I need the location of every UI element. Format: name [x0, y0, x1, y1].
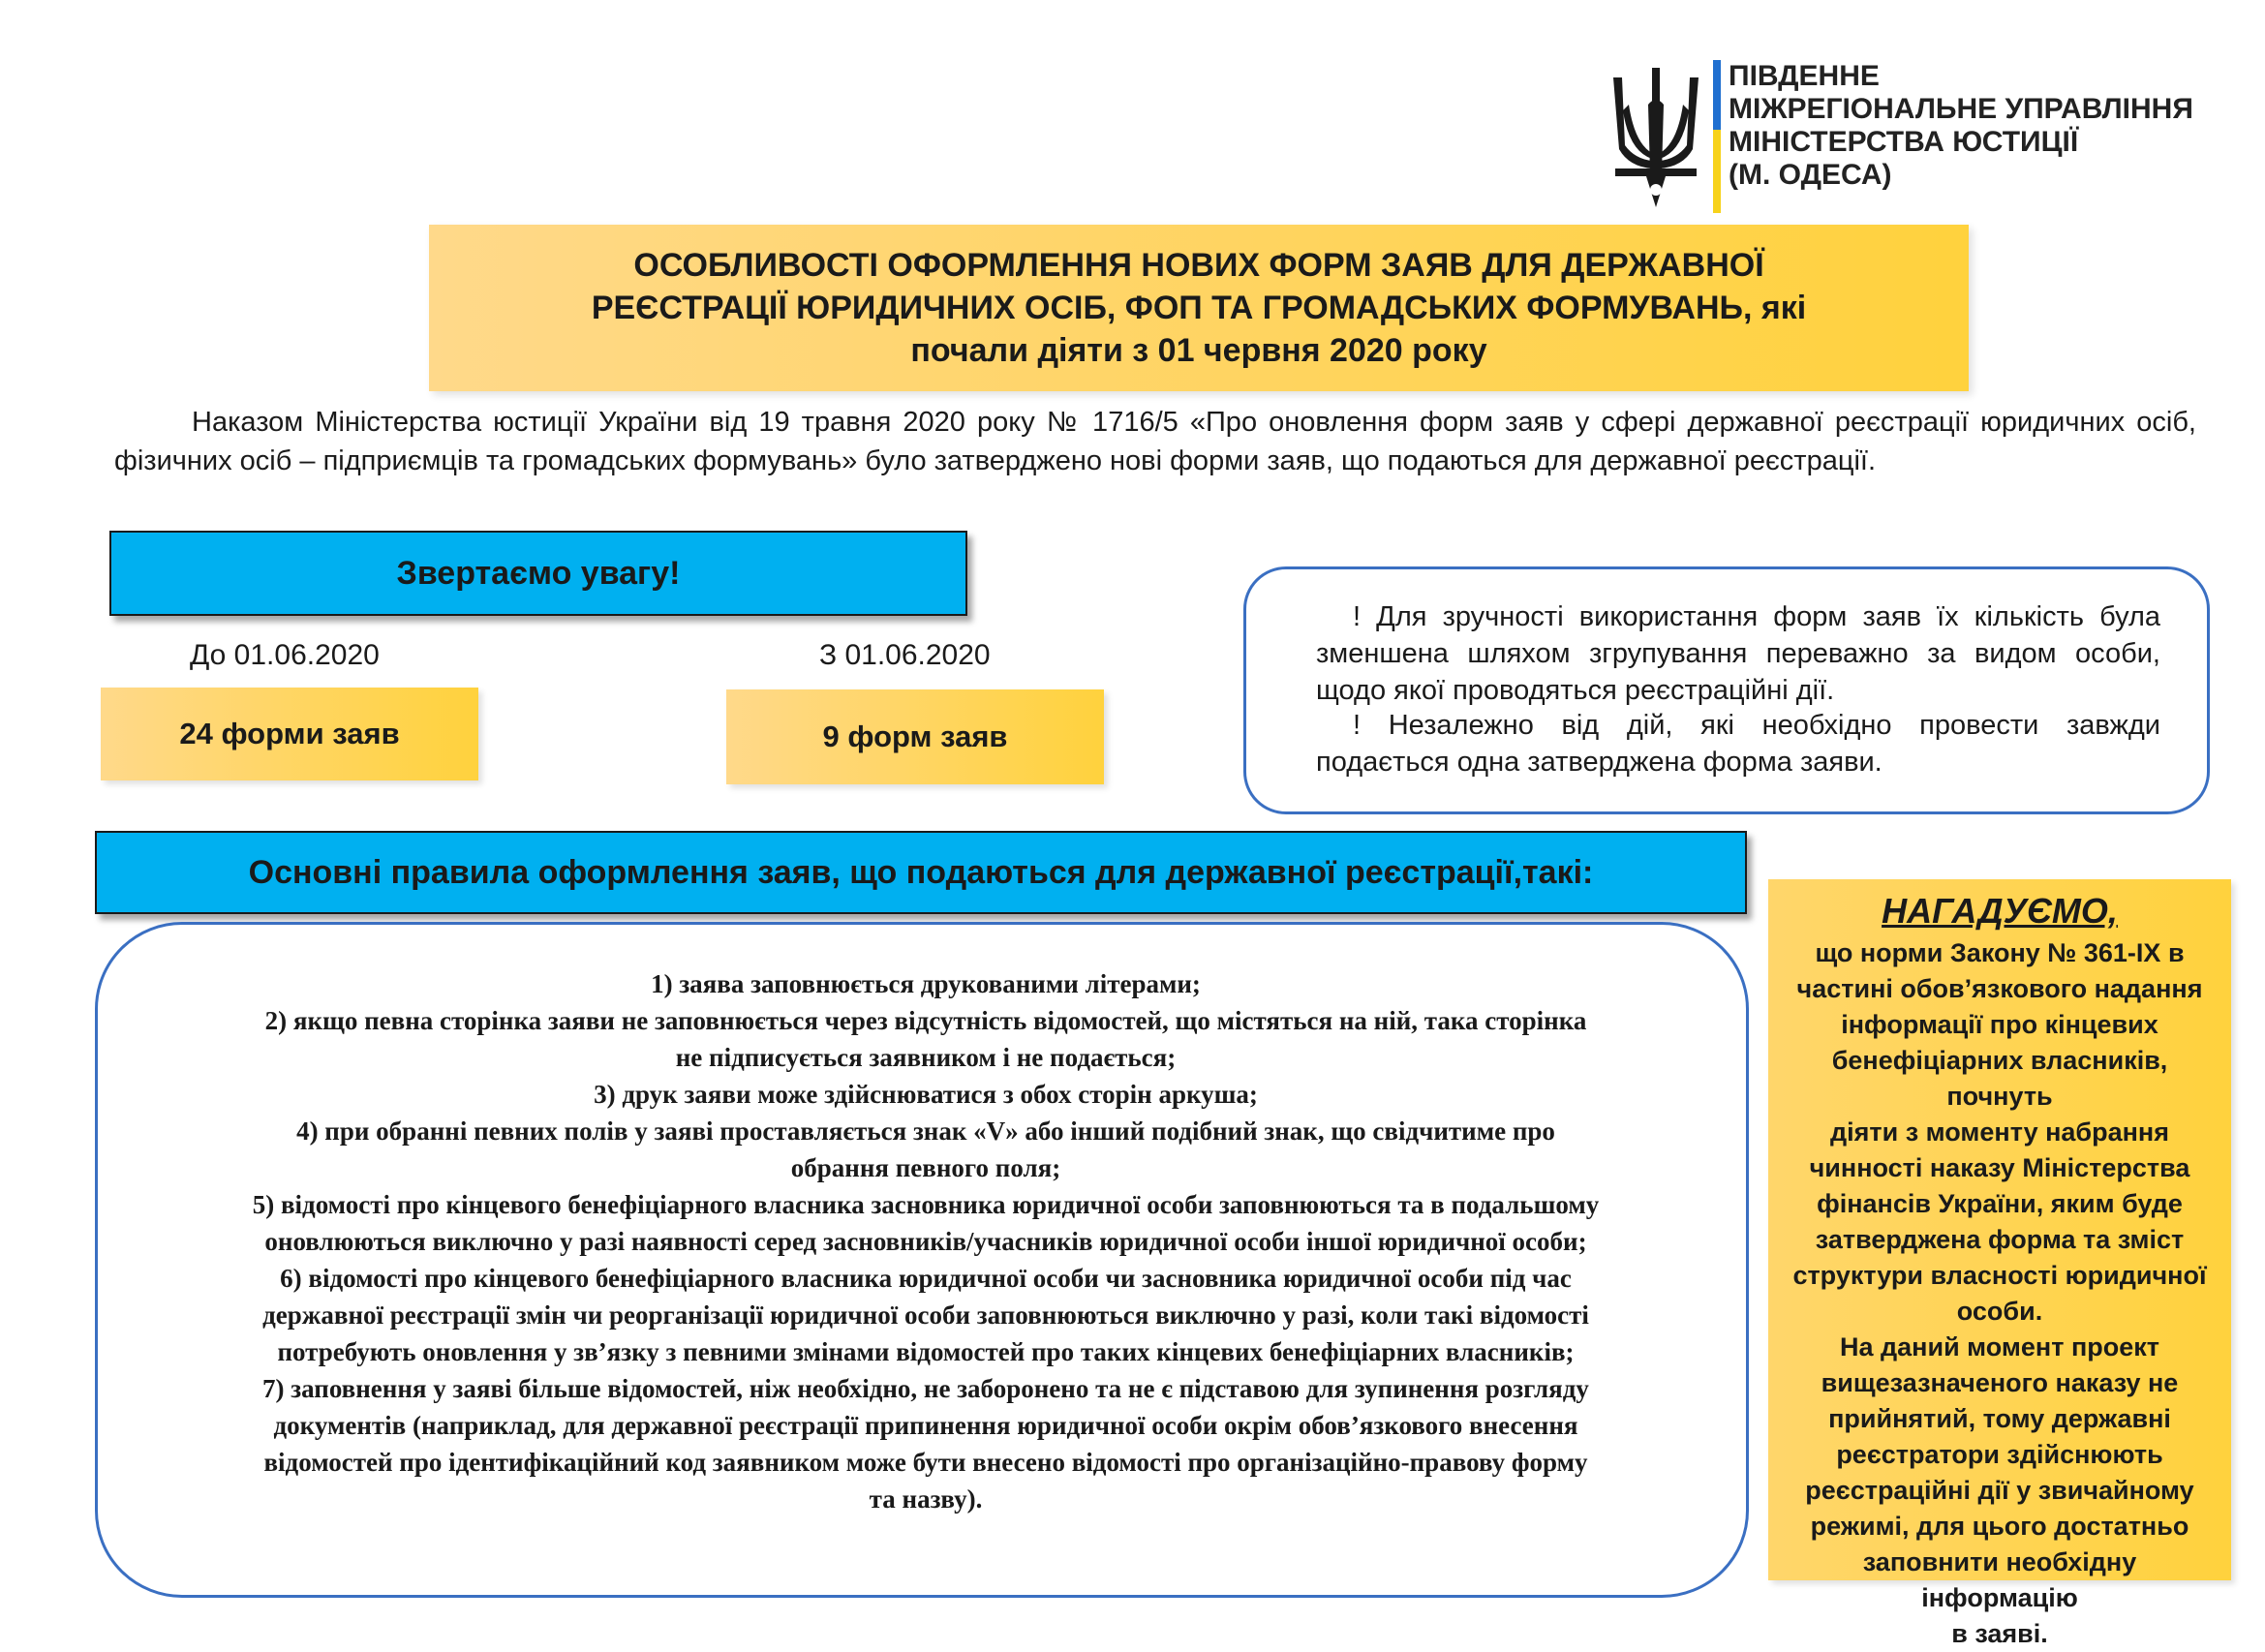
- note-box: [1243, 566, 2210, 814]
- reminder-line: особи.: [1956, 1297, 2043, 1326]
- rule-line: документів (наприклад, для державної реєстрації припинення юридичної особи окрім обов’язкового внесення: [273, 1411, 1578, 1440]
- attention-banner: Звертаємо увагу!: [109, 531, 967, 616]
- before-date: До 01.06.2020: [190, 639, 380, 671]
- reminder-line: вищезазначеного наказу не: [1821, 1368, 2179, 1397]
- org-line: МІЖРЕГІОНАЛЬНЕ УПРАВЛІННЯ: [1729, 93, 2193, 125]
- rule-line: державної реєстрації змін чи реорганізації юридичної особи заповнюються виключно у разі, коли такі відомості: [262, 1300, 1589, 1330]
- trident-icon: [1607, 66, 1704, 211]
- reminder-box: [1768, 879, 2231, 1648]
- rule-line: 5) відомості про кінцевого бенефіціарного власника засновника юридичної особи заповнюються та в подальшому: [252, 1190, 1600, 1219]
- rule-line: не підписується заявником і не подається;: [675, 1043, 1177, 1072]
- reminder-line: реєстраційні дії у звичайному: [1805, 1476, 2194, 1505]
- org-line: (М. ОДЕСА): [1729, 159, 1892, 191]
- reminder-line: діяти з моменту набрання: [1830, 1117, 2169, 1147]
- reminder-text: [1782, 935, 2218, 1652]
- rule-line: 1) заява заповнюється друкованими літерами;: [651, 969, 1201, 998]
- org-line: МІНІСТЕРСТВА ЮСТИЦІЇ: [1729, 126, 2079, 158]
- title-line-2: РЕЄСТРАЦІЇ ЮРИДИЧНИХ ОСІБ, ФОП ТА ГРОМАДСЬКИХ ФОРМУВАНЬ, які: [591, 290, 1807, 326]
- reminder-line: частині обов’язкового надання: [1796, 974, 2203, 1003]
- reminder-line: бенефіціарних власників, почнуть: [1831, 1046, 2168, 1111]
- reminder-line: що норми Закону № 361-IX в: [1815, 938, 2185, 967]
- before-count-badge: 24 форми заяв: [101, 688, 478, 780]
- reminder-line: в заяві.: [1951, 1619, 2048, 1648]
- title-line-1: ОСОБЛИВОСТІ ОФОРМЛЕННЯ НОВИХ ФОРМ ЗАЯВ ДЛЯ ДЕРЖАВНОЇ: [633, 247, 1764, 284]
- reminder-line: На даний момент проект: [1840, 1332, 2159, 1361]
- reminder-line: прийнятий, тому державні: [1828, 1404, 2171, 1433]
- reminder-line: структури власності юридичної: [1792, 1261, 2207, 1290]
- rule-line: потребують оновлення у зв’язку з певними змінами відомостей про таких кінцевих бенефіціарних власників;: [277, 1337, 1575, 1366]
- after-count-badge: 9 форм заяв: [726, 689, 1104, 784]
- rules-list: [156, 965, 1696, 1517]
- flag-yellow-bar: [1713, 130, 1721, 213]
- note-paragraph: ! Для зручності використання форм заяв їх кількість була зменшена шляхом згрупування переважно за видом особи, щодо якої проводяться реєстраційні дії.: [1316, 601, 2160, 706]
- reminder-line: інформації про кінцевих: [1841, 1010, 2158, 1039]
- reminder-line: фінансів України, яким буде: [1817, 1189, 2183, 1218]
- reminder-title: НАГАДУЄМО,: [1882, 891, 2118, 931]
- note-paragraph: ! Незалежно від дій, які необхідно провести завжди подається одна затверджена форма заяви.: [1316, 710, 2160, 778]
- reminder-line: реєстратори здійснюють: [1836, 1440, 2163, 1469]
- org-line: ПІВДЕННЕ: [1729, 60, 1880, 92]
- rules-box: [95, 922, 1749, 1598]
- intro-paragraph: Наказом Міністерства юстиції України від 19 травня 2020 року № 1716/5 «Про оновлення форм заяв у сфері державної реєстрації юридичних осіб, фізичних осіб – підприємців та громадських формувань» було затверджено нові форми заяв, що подаються для державної реєстрації.: [114, 407, 2196, 476]
- flag-blue-bar: [1713, 60, 1721, 130]
- reminder-line: режимі, для цього достатньо: [1810, 1512, 2189, 1541]
- rule-line: та назву).: [869, 1484, 983, 1514]
- rule-line: відомостей про ідентифікаційний код заявником може бути внесено відомості про організаційно-правову форму: [263, 1448, 1588, 1477]
- rule-line: оновлюються виключно у разі наявності серед засновників/учасників юридичної особи іншої юридичної особи;: [264, 1227, 1587, 1256]
- title-banner: [429, 225, 1969, 391]
- organization-name: [1729, 60, 2193, 192]
- rule-line: 2) якщо певна сторінка заяви не заповнюється через відсутність відомостей, що містяться на ній, така сторінка: [264, 1006, 1587, 1035]
- rule-line: 6) відомості про кінцевого бенефіціарного власника юридичної особи чи засновника юридичної особи під час: [280, 1264, 1572, 1293]
- rules-header: Основні правила оформлення заяв, що подаються для державної реєстрації,такі:: [95, 831, 1747, 914]
- reminder-line: чинності наказу Міністерства: [1809, 1153, 2190, 1182]
- title-line-3: почали діяти з 01 червня 2020 року: [910, 332, 1487, 369]
- reminder-line: затверджена форма та зміст: [1815, 1225, 2185, 1254]
- rule-line: обрання певного поля;: [790, 1153, 1061, 1182]
- after-date: З 01.06.2020: [819, 639, 991, 671]
- rule-line: 4) при обранні певних полів у заяві проставляється знак «V» або інший подібний знак, що свідчитиме про: [296, 1117, 1555, 1146]
- rule-line: 3) друк заяви може здійснюватися з обох сторін аркуша;: [594, 1080, 1258, 1109]
- rule-line: 7) заповнення у заяві більше відомостей, ніж необхідно, не заборонено та не є підставою для зупинення розгляду: [262, 1374, 1589, 1403]
- reminder-line: заповнити необхідну інформацію: [1862, 1547, 2137, 1612]
